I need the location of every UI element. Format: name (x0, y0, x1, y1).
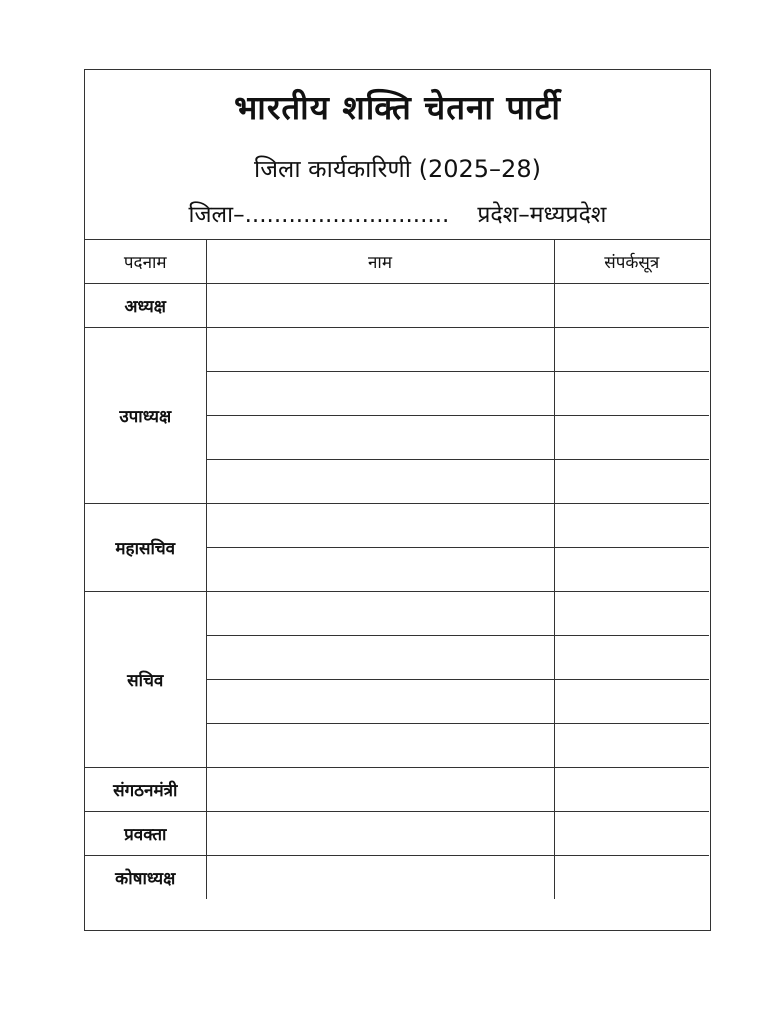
designation-cell: अध्यक्ष (85, 284, 206, 328)
name-cell[interactable] (206, 856, 554, 900)
contact-cell[interactable] (554, 812, 709, 856)
name-cell[interactable] (206, 768, 554, 812)
contact-cell[interactable] (554, 592, 709, 636)
name-cell[interactable] (206, 460, 554, 504)
contact-cell[interactable] (554, 548, 709, 592)
form-subtitle: जिला कार्यकारिणी (2025–28) (254, 155, 541, 183)
table-header-row (85, 240, 709, 284)
header-contact: संपर्कसूत्र (554, 240, 709, 284)
designation-cell: महासचिव (85, 504, 206, 592)
name-cell[interactable] (206, 328, 554, 372)
table-body (85, 284, 709, 900)
header-designation: पदनाम (85, 240, 206, 284)
party-title: भारतीय शक्ति चेतना पार्टी (234, 88, 561, 127)
header-name: नाम (206, 240, 554, 284)
contact-cell[interactable] (554, 636, 709, 680)
table-row (85, 328, 709, 372)
designation-cell: सचिव (85, 592, 206, 768)
name-cell[interactable] (206, 636, 554, 680)
contact-cell[interactable] (554, 768, 709, 812)
contact-cell[interactable] (554, 460, 709, 504)
contact-cell[interactable] (554, 284, 709, 328)
district-field[interactable]: जिला–............................ (188, 202, 450, 228)
district-state-line (85, 198, 710, 232)
table-row (85, 856, 709, 900)
name-cell[interactable] (206, 548, 554, 592)
contact-cell[interactable] (554, 416, 709, 460)
contact-cell[interactable] (554, 504, 709, 548)
table-row (85, 592, 709, 636)
contact-cell[interactable] (554, 328, 709, 372)
designation-cell: संगठनमंत्री (85, 768, 206, 812)
designation-cell: उपाध्यक्ष (85, 328, 206, 504)
contact-cell[interactable] (554, 680, 709, 724)
contact-cell[interactable] (554, 856, 709, 900)
name-cell[interactable] (206, 812, 554, 856)
contact-cell[interactable] (554, 724, 709, 768)
form-header (85, 70, 710, 240)
name-cell[interactable] (206, 284, 554, 328)
table-row (85, 284, 709, 328)
name-cell[interactable] (206, 680, 554, 724)
table-row (85, 504, 709, 548)
designation-cell: प्रवक्ता (85, 812, 206, 856)
table-row (85, 768, 709, 812)
name-cell[interactable] (206, 504, 554, 548)
contact-cell[interactable] (554, 372, 709, 416)
state-label: प्रदेश–मध्यप्रदेश (477, 202, 607, 228)
designation-cell: कोषाध्यक्ष (85, 856, 206, 900)
name-cell[interactable] (206, 724, 554, 768)
form-sheet (84, 69, 711, 931)
table-row (85, 812, 709, 856)
name-cell[interactable] (206, 372, 554, 416)
name-cell[interactable] (206, 592, 554, 636)
executive-table (85, 240, 709, 899)
name-cell[interactable] (206, 416, 554, 460)
